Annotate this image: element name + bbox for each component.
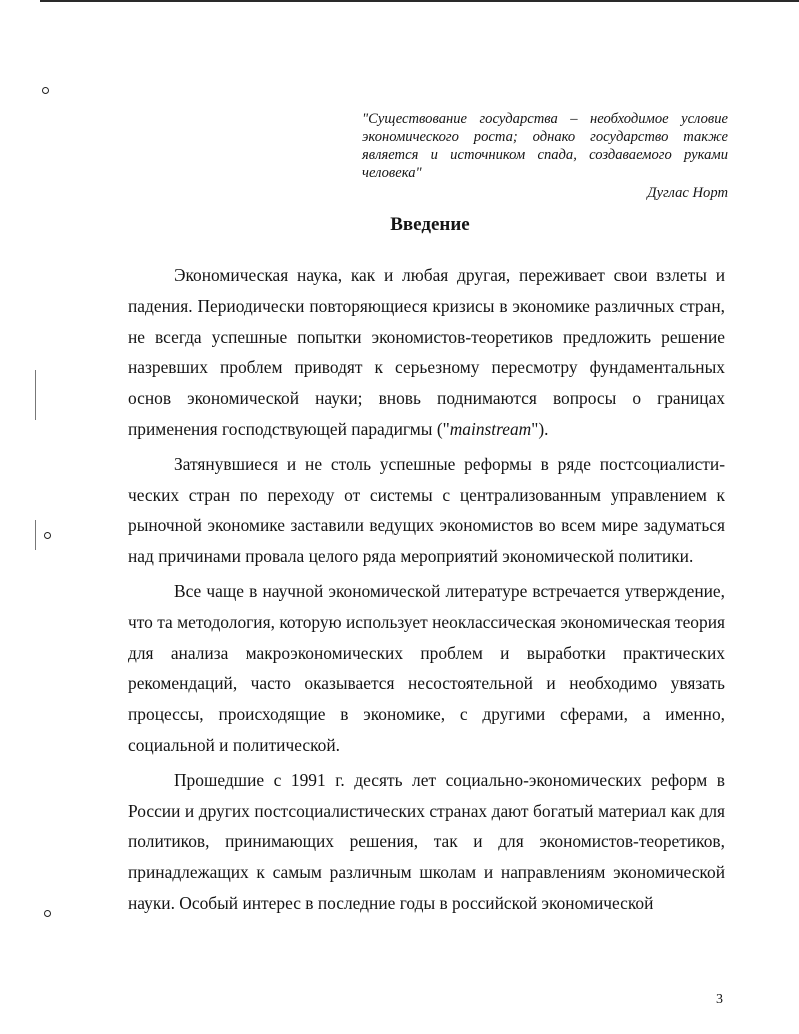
paragraph [128, 260, 725, 445]
top-border-line [40, 0, 799, 2]
paragraph-text: "). [531, 418, 549, 439]
page-number: 3 [716, 992, 723, 1007]
binding-hole-icon [44, 532, 51, 539]
body-text [128, 260, 725, 919]
scan-artifact-line [35, 520, 36, 550]
paragraph: Все чаще в научной экономической литературе встречается утверждение, что та методология, которую использует неоклассическая экономическая теория для анализа макроэкономических проблем и выработки практических рекомендаций, часто оказывается несостоятельной и необходимо увязать процессы, происходящие в экономике, с другими сферами, а именно, социальной и политической. [128, 580, 725, 755]
epigraph-author: Дуглас Норт [647, 185, 728, 201]
scan-artifact-line [35, 370, 36, 420]
section-heading: Введение [390, 214, 470, 235]
binding-hole-icon [44, 910, 51, 917]
paragraph-text: Экономическая наука, как и любая другая, переживает свои взлеты и падения. Периодически повторяющиеся кризисы в экономике различных стран, не всегда успешные попытки экономистов-теоретиков предложить решение назревших проблем приводят к серьезному пересмотру фундаментальных основ экономической науки; вновь поднимаются вопросы о границах применения господствующей парадигмы (" [128, 265, 725, 439]
paragraph-emphasis: mainstream [449, 418, 532, 439]
paragraph: Затянувшиеся и не столь успешные реформы в ряде постсоциалистических стран по переходу от системы с централизованным управлением к рыночной экономике заставили ведущих экономистов во всем мире задуматься над причинами провала целого ряда мероприятий экономической политики. [128, 453, 725, 567]
binding-hole-icon [42, 87, 49, 94]
paragraph: Прошедшие с 1991 г. десять лет социально-экономических реформ в России и других постсоциалистических странах дают богатый материал как для политиков, принимающих решения, так и для экономистов-теоретиков, принадлежащих к самым различным школам и направлениям экономической науки. Особый интерес в последние годы в российской экономической [128, 769, 725, 913]
epigraph [362, 110, 728, 202]
epigraph-quote: "Существование государства – необходимое условие экономического роста; однако государство также является и источником спада, создаваемого руками человека" [362, 111, 728, 181]
